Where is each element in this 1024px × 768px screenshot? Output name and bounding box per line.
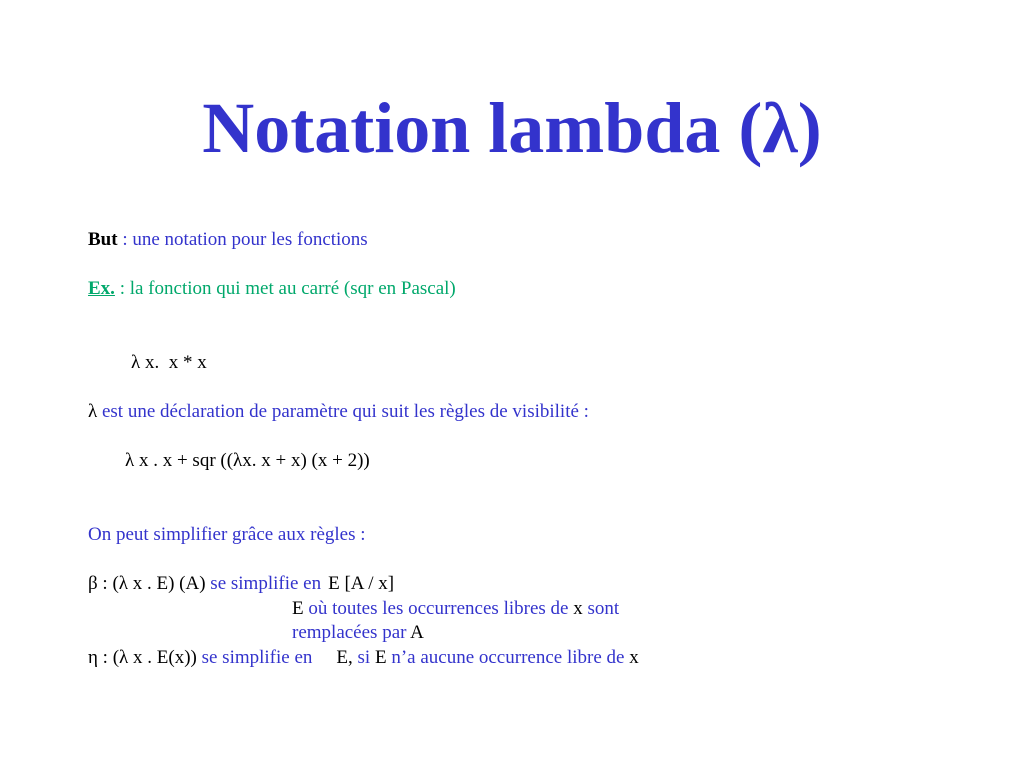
beta-x: x [573,598,583,619]
eta-rhs: E, [336,647,353,668]
declaration-text: est une déclaration de paramètre qui suit les règles de visibilité : [97,401,589,422]
beta-a: A [410,622,424,643]
goal-label: But [88,229,118,250]
eta-si: si [352,647,375,668]
eta-text: n’a aucune occurrence libre de [386,647,630,668]
beta-rule [88,574,394,593]
declaration-line [88,402,589,421]
eta-lhs: η : (λ x . E(x)) [88,647,197,668]
eta-rule [88,648,639,667]
goal-line [88,230,368,249]
beta-text-2: remplacées par [292,622,411,643]
eta-verb: se simplifie en [196,647,313,668]
example-label: Ex. [88,278,115,299]
lambda-symbol: λ [88,401,98,422]
beta-e: E [292,598,304,619]
square-expression: λ x. x * x [131,352,207,373]
example-text: : la fonction qui met au carré (sqr en Pascal) [114,278,456,299]
example-line [88,279,456,298]
eta-e: E [374,647,387,668]
beta-rhs: E [A / x] [328,573,395,594]
simplify-heading: On peut simplifier grâce aux règles : [88,524,366,545]
beta-explanation-2 [292,623,424,642]
slide-title: Notation lambda (λ) [202,88,822,168]
beta-text-1: où toutes les occurrences libres de [303,598,574,619]
beta-verb: se simplifie en [205,573,322,594]
nested-expression: λ x . x + sqr ((λx. x + x) (x + 2)) [125,450,370,471]
goal-text: : une notation pour les fonctions [117,229,368,250]
eta-x: x [629,647,639,668]
beta-lhs: β : (λ x . E) (A) [88,573,206,594]
beta-explanation-1 [292,599,619,618]
beta-sont: sont [582,598,620,619]
